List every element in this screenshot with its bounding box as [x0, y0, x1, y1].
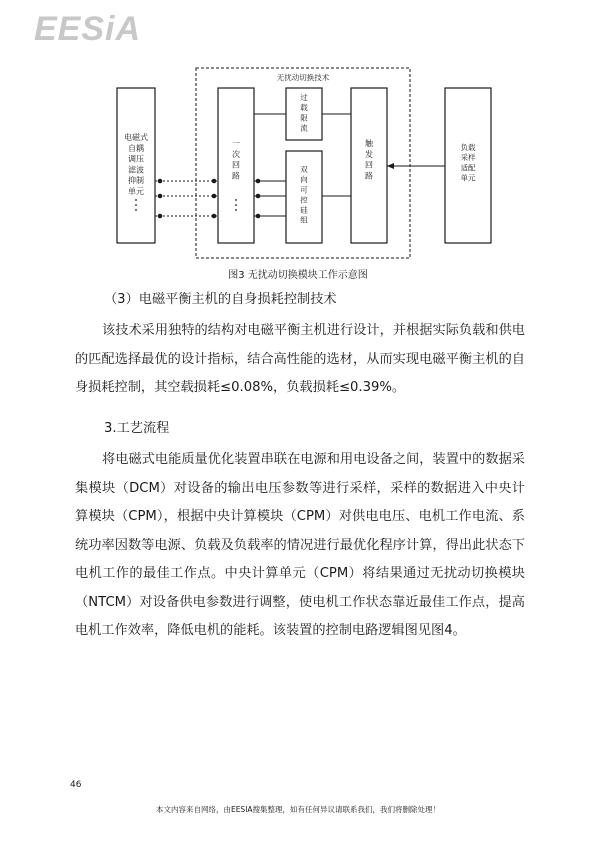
eesia-logo: EESiA — [34, 10, 142, 48]
paragraph-process: 将电磁式电能质量优化装置串联在电源和用电设备之间，装置中的数据采集模块（DCM）对设备的输出电压参数等进行采样，采样的数据进入中央计算模块（CPM），根据中央计算模块（CPM）对供电电压、电机工作电流、系统功率因数等电源、负载及负载率的情况进行最优化程序计算，得出此状态下电机工作的最佳工作点。中央计算单元（CPM）将结果通过无扰动切换模块（NTCM）对设备供电参数进行调整，使电机工作状态靠近最佳工作点，提高电机工作效率，降低电机的能耗。该装置的控制电路逻辑图见图4。 — [75, 452, 525, 638]
figure-diagram — [0, 0, 596, 270]
overcurrent-label: 过载限流 — [300, 93, 308, 133]
paragraph-loss-control: 该技术采用独特的结构对电磁平衡主机进行设计，并根据实际负载和供电的匹配选择最优的设计指标，结合高性能的选材，从而实现电磁平衡主机的自身损耗控制，其空载损耗≤0.08%，负载损耗≤0.39%。 — [75, 323, 525, 395]
outer-block-label: 电磁式自耦调压滤波抑制单元 — [124, 133, 148, 196]
dashed-frame-title: 无扰动切换技术 — [276, 73, 330, 82]
primary-loop-label: 一次回路 — [232, 139, 240, 181]
section-heading-process: 3.工艺流程 — [104, 421, 170, 436]
trigger-loop-label: 触发回路 — [365, 139, 373, 181]
footer-disclaimer: 本文内容来自网络，由EESIA搜集整理，如有任何异议请联系我们，我们将删除处理！ — [155, 805, 441, 814]
page-number: 46 — [70, 780, 82, 790]
bidirectional-label: 双向可控硅组 — [300, 165, 308, 225]
section-heading-loss-control: （3）电磁平衡主机的自身损耗控制技术 — [104, 292, 337, 307]
arrow-head — [387, 163, 394, 169]
figure-caption: 图3 无扰动切换模块工作示意图 — [228, 270, 368, 281]
load-block-label: 负载采样适配单元 — [460, 143, 476, 183]
connection-dots — [135, 179, 260, 219]
